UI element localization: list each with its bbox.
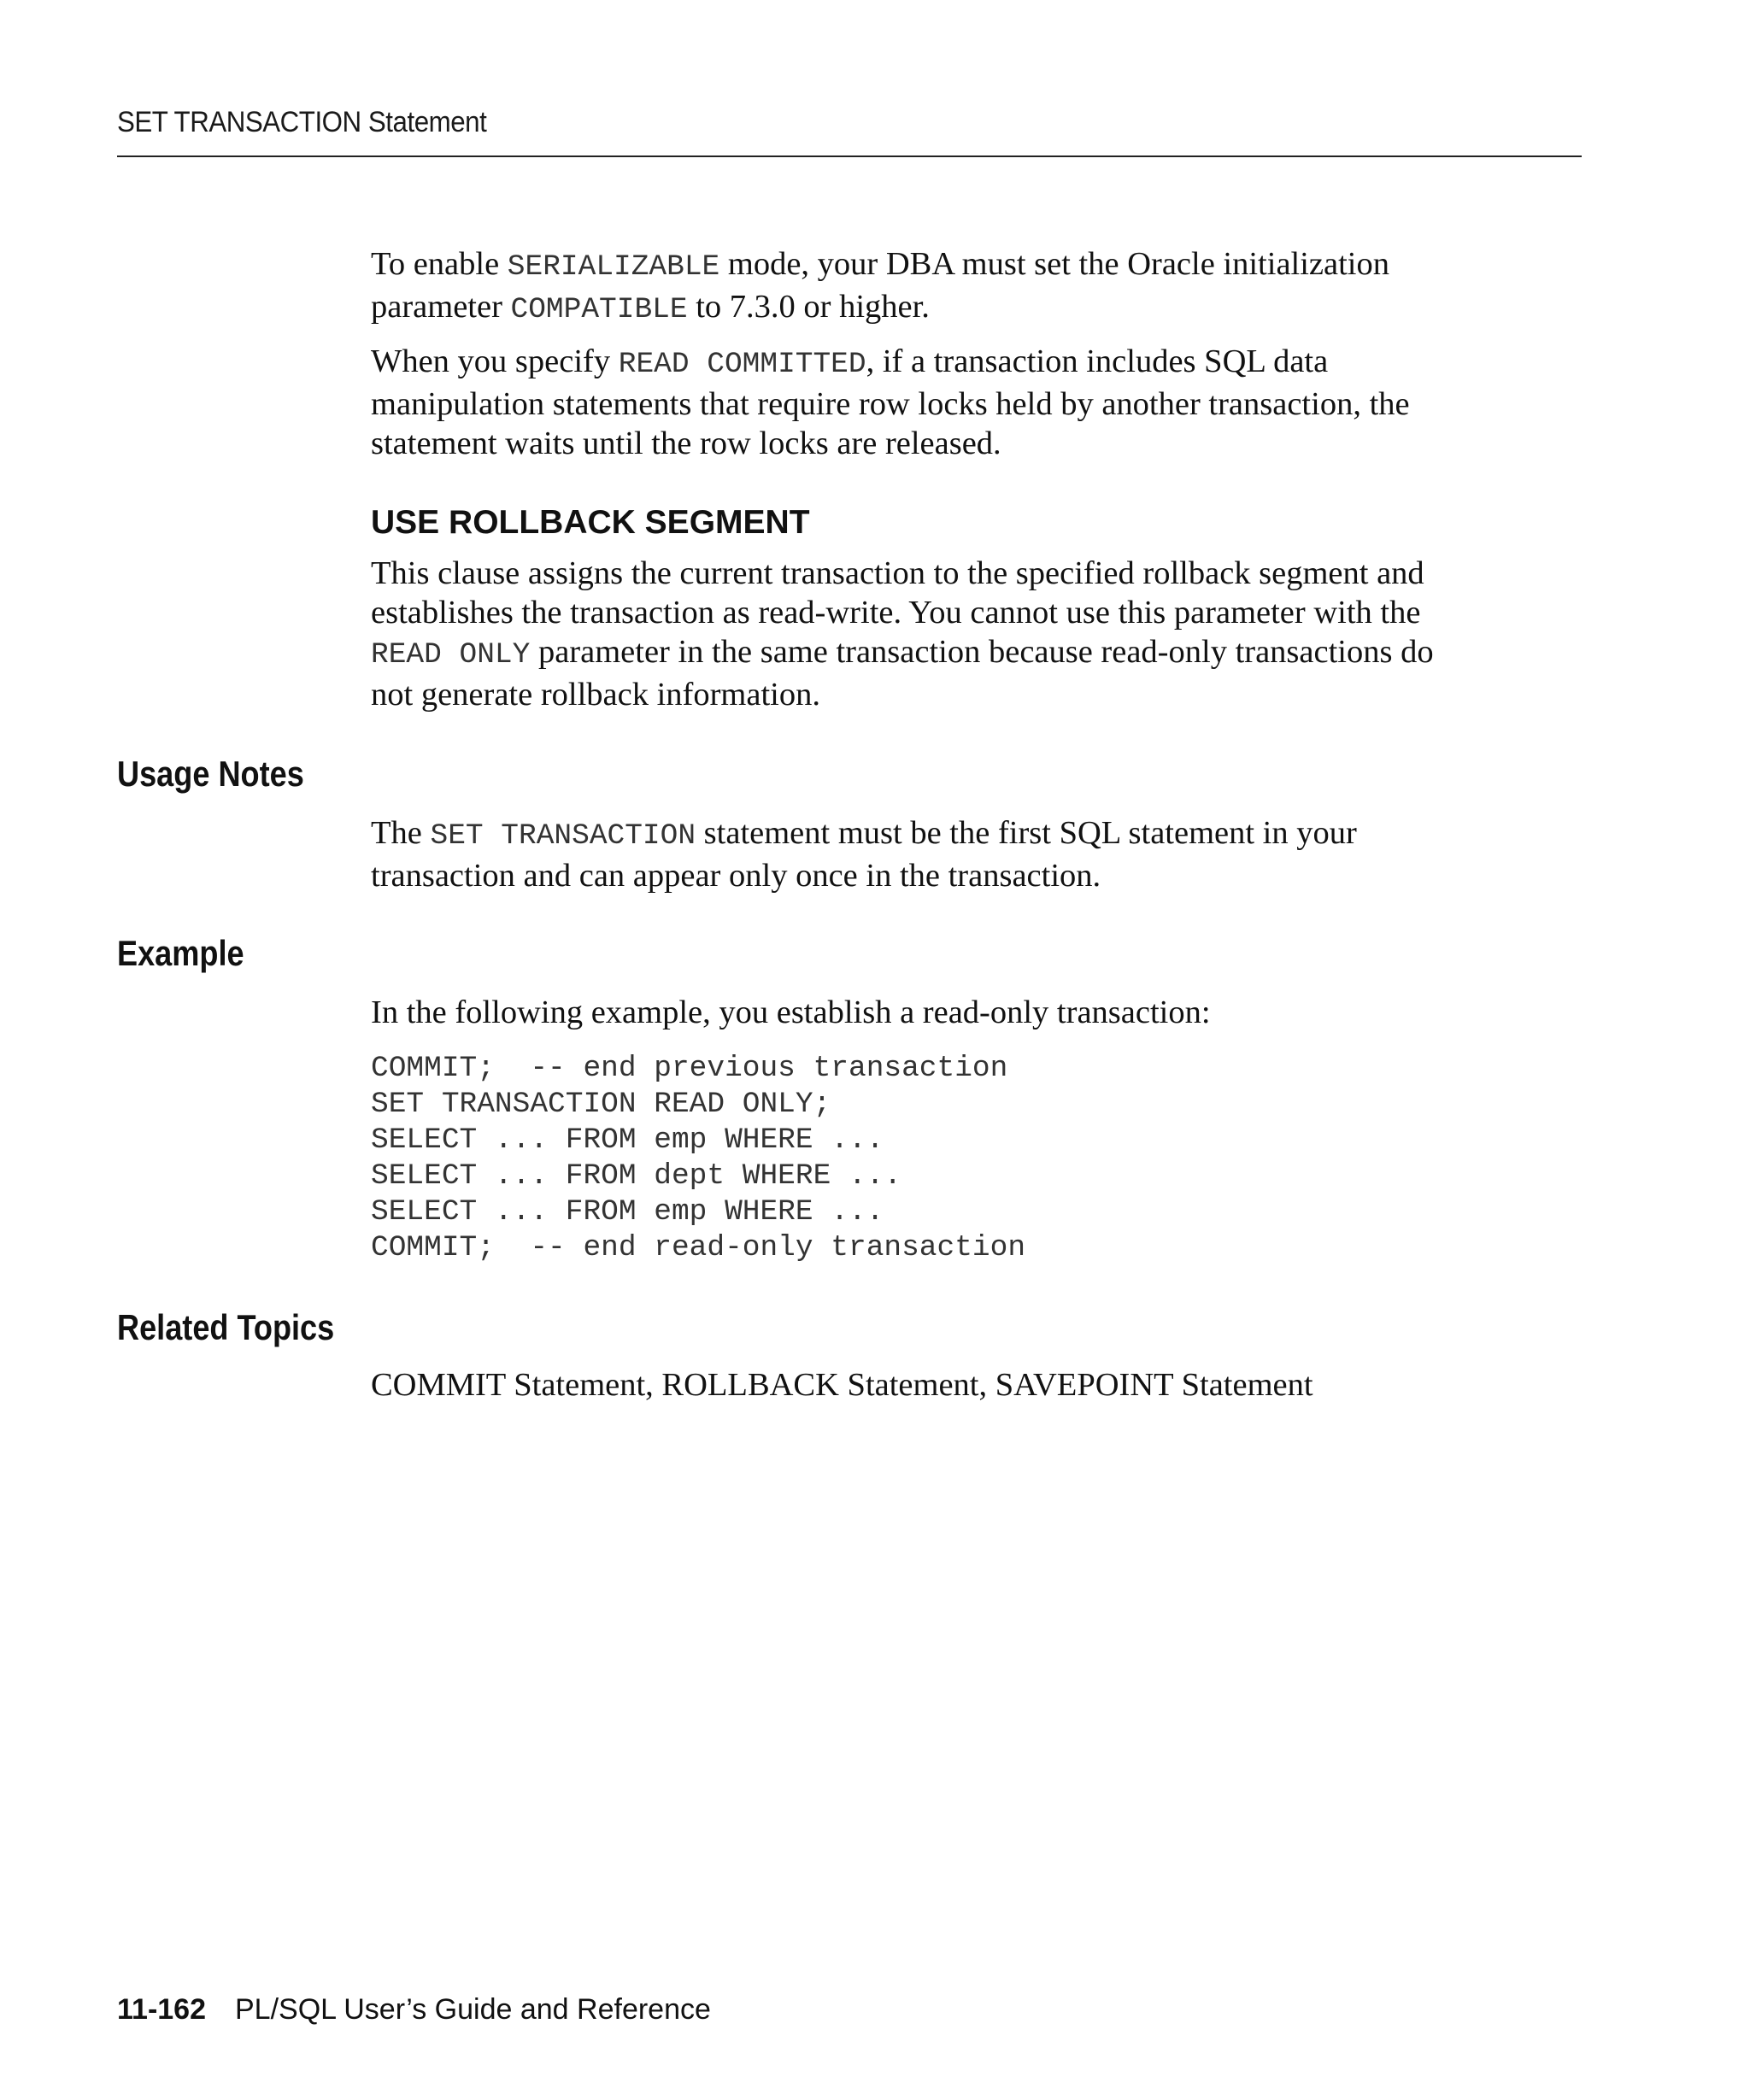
code-term: SERIALIZABLE (507, 250, 720, 284)
text-run: parameter (371, 289, 511, 325)
use-rollback-paragraph (371, 554, 1593, 714)
text-run: To enable (371, 246, 508, 282)
text-run: not generate rollback information. (371, 677, 820, 713)
example-heading: Example (117, 933, 244, 973)
usage-notes-paragraph (371, 813, 1593, 895)
page-footer (117, 1993, 711, 2027)
code-term: READ ONLY (371, 638, 531, 672)
intro-paragraph-1 (371, 244, 1593, 330)
example-intro (371, 993, 1593, 1032)
code-term: READ COMMITTED (618, 348, 866, 381)
page-number: 11-162 (117, 1993, 206, 2026)
intro-paragraph-2 (371, 342, 1593, 463)
paragraph (371, 244, 1593, 330)
text-run: This clause assigns the current transaction to the specified rollback segment and (371, 555, 1424, 591)
text-run: manipulation statements that require row locks held by another transaction, the (371, 386, 1410, 422)
code-term: COMPATIBLE (510, 293, 688, 326)
text-run: mode, your DBA must set the Oracle initialization (719, 246, 1389, 282)
text-run: parameter in the same transaction because read-only transactions do (530, 634, 1434, 670)
text-run: establishes the transaction as read-write. You cannot use this parameter with the (371, 595, 1421, 631)
running-header: SET TRANSACTION Statement (117, 106, 487, 138)
code-example: COMMIT; -- end previous transaction SET TRANSACTION READ ONLY; SELECT ... FROM emp WHERE ... SELECT ... FROM dept WHERE ... SELECT ... FROM emp WHERE ... COMMIT; -- end read-only transaction (371, 1052, 1026, 1264)
paragraph (371, 554, 1593, 714)
use-rollback-heading: USE ROLLBACK SEGMENT (371, 504, 810, 541)
paragraph (371, 813, 1593, 895)
paragraph (371, 342, 1593, 463)
header-rule (117, 155, 1582, 157)
text-run: , if a transaction includes SQL data (866, 343, 1329, 379)
code-term: SET TRANSACTION (430, 819, 696, 853)
related-topics-paragraph (371, 1365, 1593, 1405)
book-title: PL/SQL User’s Guide and Reference (235, 1993, 711, 2026)
paragraph: COMMIT Statement, ROLLBACK Statement, SAVEPOINT Statement (371, 1367, 1313, 1403)
text-run: to 7.3.0 or higher. (687, 289, 930, 325)
usage-notes-heading: Usage Notes (117, 754, 304, 794)
paragraph: In the following example, you establish a read-only transaction: (371, 994, 1211, 1030)
text-run: statement waits until the row locks are released. (371, 425, 1001, 461)
text-run: When you specify (371, 343, 619, 379)
text-run: transaction and can appear only once in the transaction. (371, 858, 1101, 894)
text-run: The (371, 815, 431, 851)
related-topics-heading: Related Topics (117, 1307, 335, 1347)
text-run: statement must be the first SQL statement in your (696, 815, 1357, 851)
